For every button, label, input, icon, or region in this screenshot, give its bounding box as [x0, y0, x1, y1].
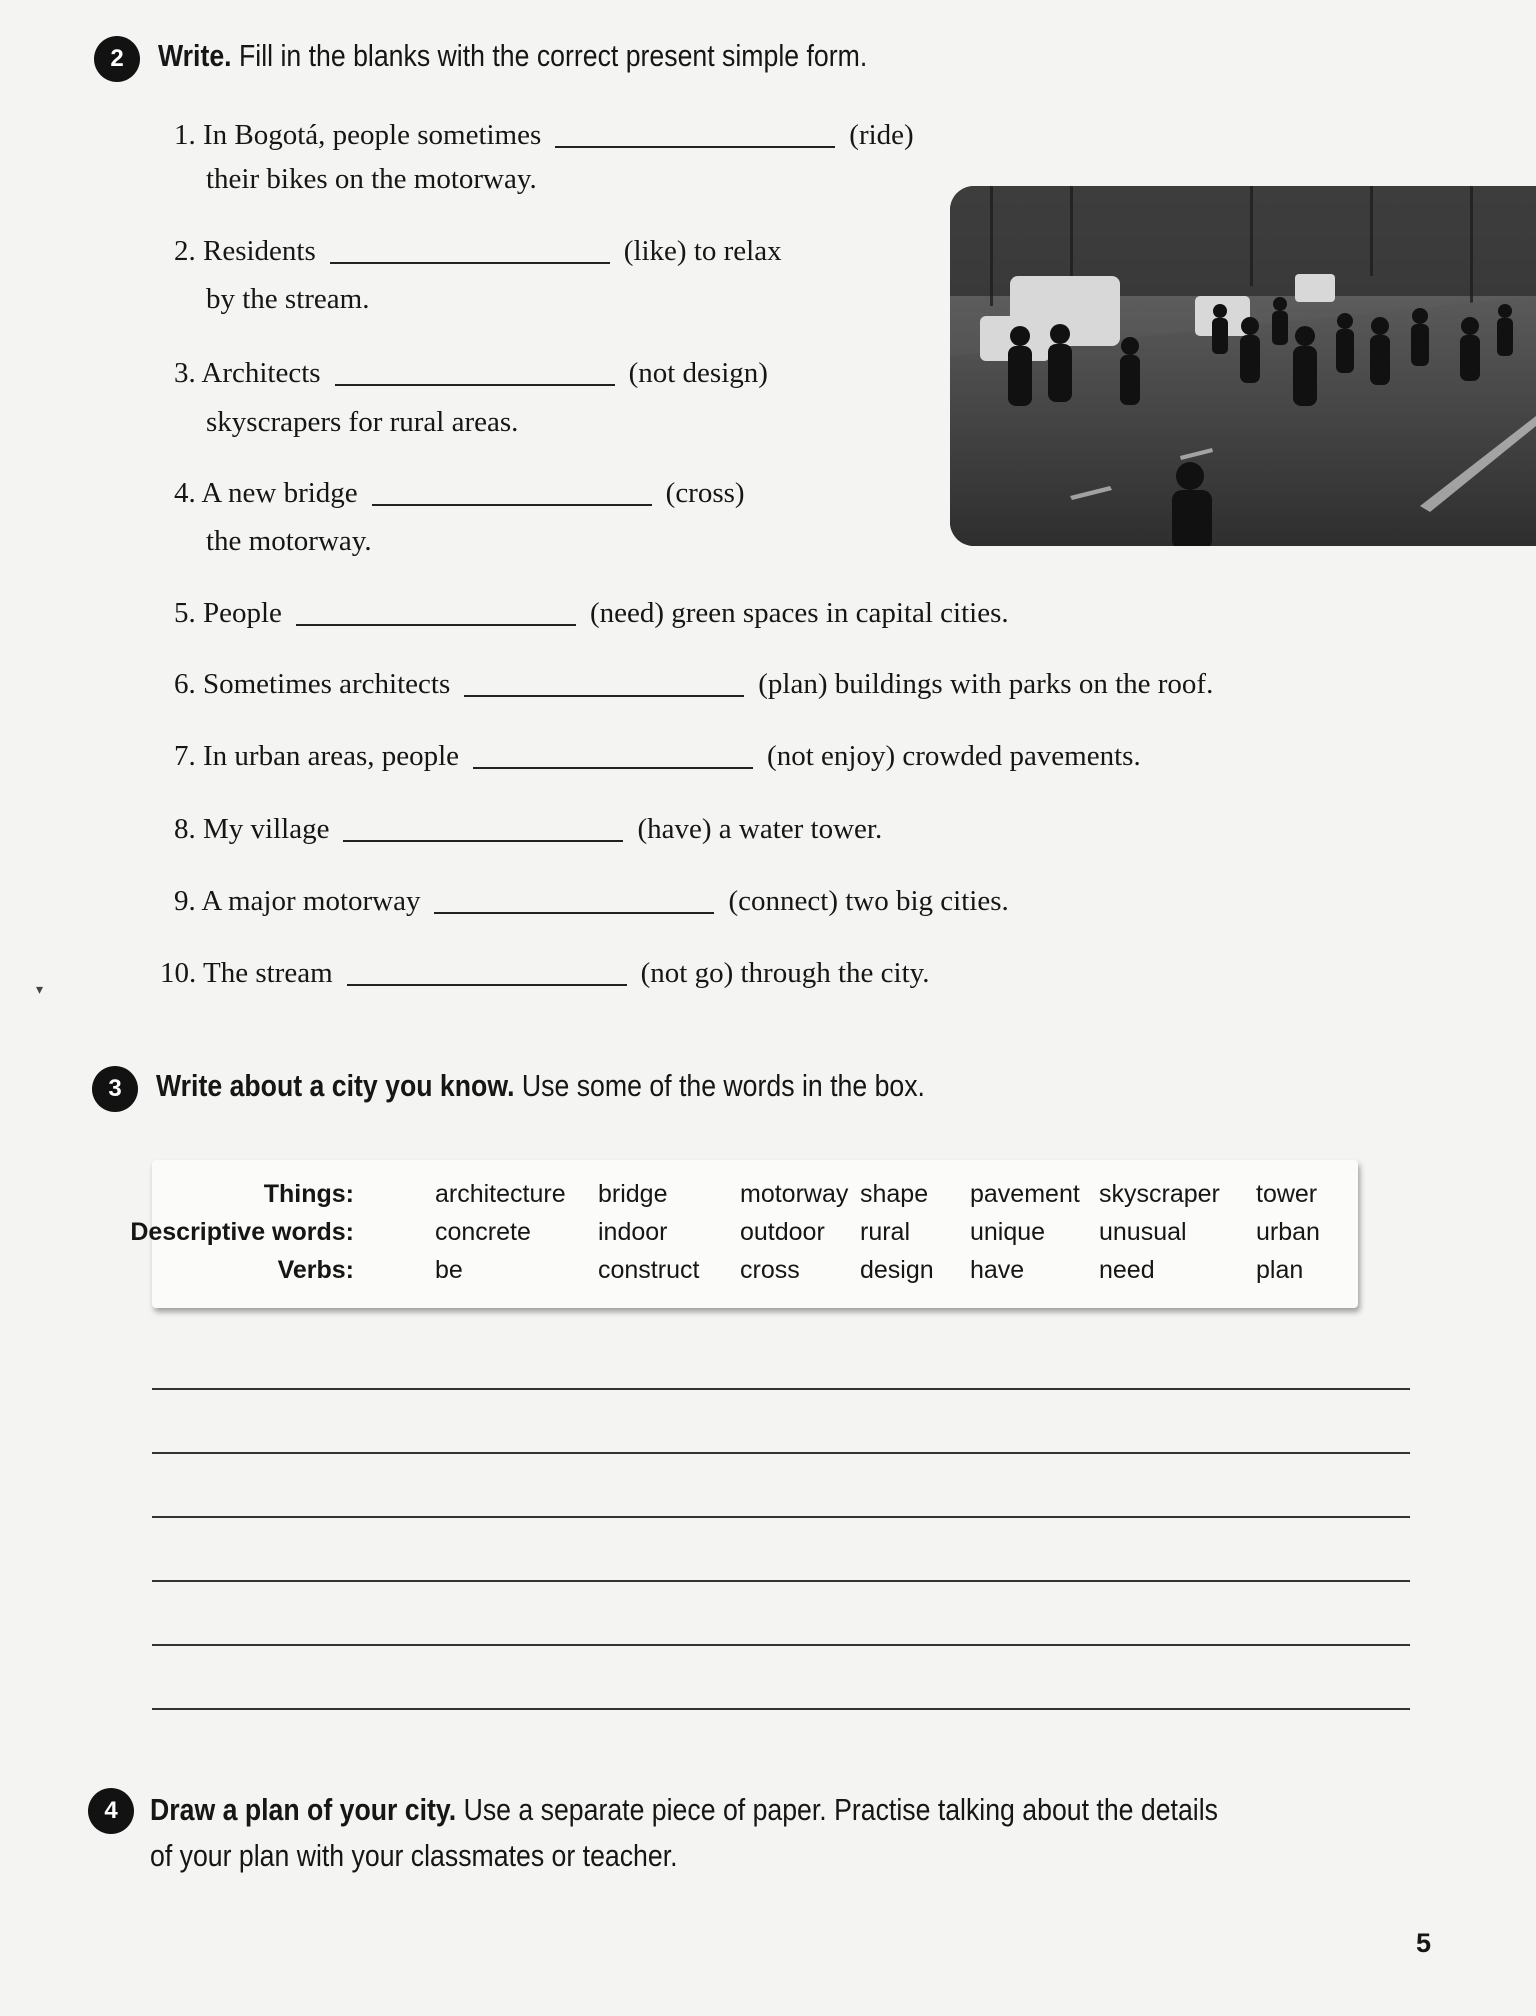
exercise-text: A new bridge: [201, 477, 358, 509]
exercise-number: 1.: [174, 119, 196, 151]
exercise-number: 5.: [174, 597, 196, 629]
cyclists-photo-image: [950, 186, 1536, 546]
exercise-3-continuation: skyscrapers for rural areas.: [206, 406, 519, 438]
section-4-number: 4: [88, 1788, 134, 1834]
section-4-title: Draw a plan of your city.: [150, 1792, 457, 1827]
exercise-text: A major motorway: [201, 885, 421, 917]
exercise-8: [174, 815, 882, 844]
exercise-hint: (like) to relax: [623, 235, 782, 267]
exercise-number: 2.: [174, 235, 196, 267]
exercise-text: Architects: [201, 357, 321, 389]
writing-line[interactable]: [152, 1708, 1410, 1710]
exercise-text: Sometimes architects: [203, 668, 451, 700]
exercise-number: 7.: [174, 740, 196, 772]
word-item: architecture: [435, 1180, 566, 1208]
exercise-hint: (cross): [665, 477, 745, 509]
word-item: plan: [1256, 1256, 1304, 1284]
word-item: unique: [970, 1218, 1046, 1246]
exercise-7: [174, 742, 1141, 771]
exercise-number: 4.: [174, 477, 196, 509]
word-item: be: [435, 1256, 463, 1284]
word-item: indoor: [598, 1218, 668, 1246]
word-item: construct: [598, 1256, 700, 1284]
answer-blank[interactable]: [343, 840, 623, 842]
exercise-2-continuation: by the stream.: [206, 283, 370, 315]
word-item: skyscraper: [1099, 1180, 1220, 1208]
exercise-number: 9.: [174, 885, 196, 917]
exercise-6: [174, 670, 1213, 699]
word-box-row-verbs: [152, 1256, 1358, 1292]
word-box-label: Things:: [263, 1180, 354, 1208]
answer-blank[interactable]: [296, 624, 576, 626]
word-item: have: [970, 1256, 1025, 1284]
section-3-number: 3: [92, 1066, 138, 1112]
section-4-heading: [150, 1792, 1218, 1828]
word-box-row-things: [152, 1180, 1358, 1216]
section-4-instruction: Use a separate piece of paper. Practise talking about the details: [463, 1792, 1218, 1827]
section-3-heading: [156, 1068, 925, 1104]
exercise-hint: (not enjoy) crowded pavements.: [767, 740, 1141, 772]
exercise-3: [174, 359, 768, 388]
section-2-instruction: Fill in the blanks with the correct present simple form.: [239, 38, 868, 73]
word-item: cross: [740, 1256, 800, 1284]
exercise-hint: (connect) two big cities.: [728, 885, 1009, 917]
section-2-title: Write.: [158, 38, 232, 73]
exercise-hint: (have) a water tower.: [637, 813, 883, 845]
writing-line[interactable]: [152, 1580, 1410, 1582]
exercise-hint: (plan) buildings with parks on the roof.: [758, 668, 1214, 700]
answer-blank[interactable]: [330, 262, 610, 264]
answer-blank[interactable]: [464, 695, 744, 697]
word-box-label: Verbs:: [277, 1256, 354, 1284]
word-box: [130, 1160, 1358, 1308]
exercise-number: 10.: [160, 957, 197, 989]
exercise-number: 3.: [174, 357, 196, 389]
word-item: concrete: [435, 1218, 531, 1246]
exercise-text: In urban areas, people: [203, 740, 460, 772]
section-3-instruction: Use some of the words in the box.: [521, 1068, 925, 1103]
exercise-number: 8.: [174, 813, 196, 845]
word-item: urban: [1256, 1218, 1320, 1246]
word-box-label: Descriptive words:: [130, 1218, 354, 1246]
exercise-4: [174, 479, 745, 508]
answer-blank[interactable]: [555, 146, 835, 148]
word-item: pavement: [970, 1180, 1080, 1208]
exercise-text: In Bogotá, people sometimes: [203, 119, 542, 151]
exercise-text: The stream: [202, 957, 333, 989]
word-item: tower: [1256, 1180, 1318, 1208]
exercise-text: Residents: [203, 235, 316, 267]
word-item: rural: [860, 1218, 911, 1246]
cyclists-photo: [950, 186, 1536, 546]
page-number: 5: [1416, 1928, 1432, 1958]
exercise-5: [174, 599, 1009, 628]
word-item: shape: [860, 1180, 929, 1208]
section-2-number: 2: [94, 36, 140, 82]
exercise-2: [174, 237, 782, 266]
section-3-title: Write about a city you know.: [156, 1068, 515, 1103]
answer-blank[interactable]: [347, 984, 627, 986]
writing-line[interactable]: [152, 1388, 1410, 1390]
word-item: design: [860, 1256, 934, 1284]
answer-blank[interactable]: [434, 912, 714, 914]
exercise-1-continuation: their bikes on the motorway.: [206, 163, 537, 195]
word-item: motorway: [740, 1180, 849, 1208]
word-item: unusual: [1099, 1218, 1187, 1246]
writing-line[interactable]: [152, 1644, 1410, 1646]
section-2-heading: [158, 38, 867, 74]
word-item: need: [1099, 1256, 1155, 1284]
margin-mark-icon: ▾: [36, 983, 44, 998]
writing-line[interactable]: [152, 1516, 1410, 1518]
word-item: bridge: [598, 1180, 668, 1208]
exercise-hint: (ride): [849, 119, 914, 151]
answer-blank[interactable]: [372, 504, 652, 506]
word-box-row-descriptive: [130, 1218, 1358, 1254]
exercise-number: 6.: [174, 668, 196, 700]
exercise-10: [160, 959, 930, 988]
answer-blank[interactable]: [473, 767, 753, 769]
exercise-1: [174, 121, 914, 150]
answer-blank[interactable]: [335, 384, 615, 386]
exercise-hint: (not go) through the city.: [640, 957, 930, 989]
exercise-text: My village: [203, 813, 330, 845]
exercise-hint: (need) green spaces in capital cities.: [589, 597, 1009, 629]
word-item: outdoor: [740, 1218, 825, 1246]
exercise-text: People: [203, 597, 282, 629]
exercise-4-continuation: the motorway.: [206, 525, 372, 557]
exercise-9: [174, 887, 1009, 916]
writing-line[interactable]: [152, 1452, 1410, 1454]
exercise-hint: (not design): [628, 357, 768, 389]
section-4-instruction-line-2: of your plan with your classmates or teacher.: [150, 1838, 678, 1873]
